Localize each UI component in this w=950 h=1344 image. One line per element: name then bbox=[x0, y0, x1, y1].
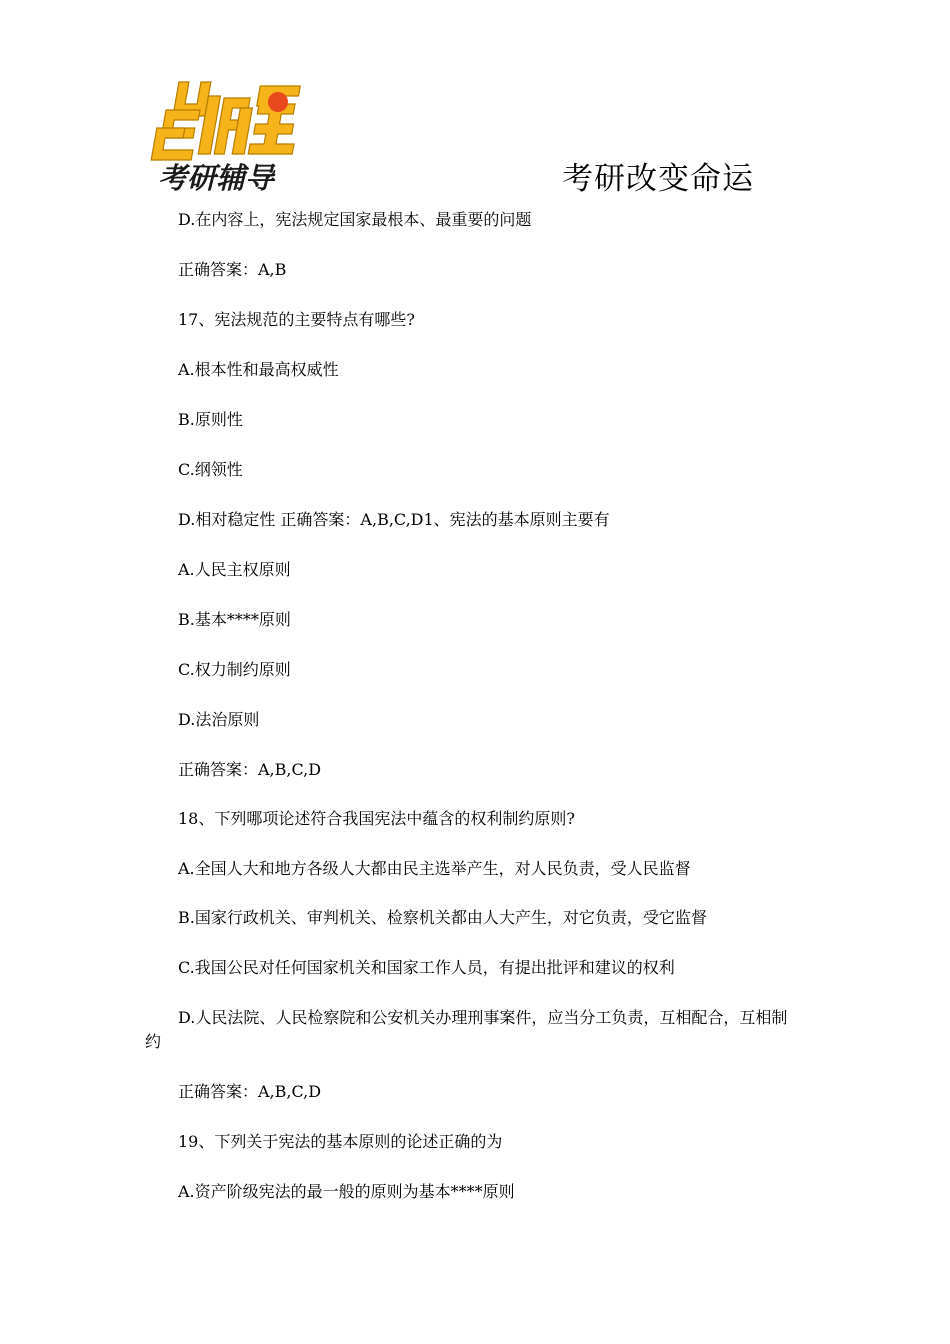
question-line: 18、下列哪项论述符合我国宪法中蕴含的权利制约原则? bbox=[178, 809, 575, 828]
logo-dot bbox=[268, 92, 288, 112]
question-line: 17、宪法规范的主要特点有哪些? bbox=[178, 310, 415, 329]
option-line: C.纲领性 bbox=[178, 460, 243, 479]
slogan: 考研改变命运 bbox=[562, 161, 754, 197]
option-line: D.法治原则 bbox=[178, 710, 260, 729]
kaicheng-logo bbox=[150, 76, 310, 198]
logo-subtitle: 考研辅导 bbox=[158, 161, 275, 195]
answer-line: 正确答案：A,B bbox=[178, 260, 287, 279]
option-line: C.权力制约原则 bbox=[178, 660, 291, 679]
option-line: A.资产阶级宪法的最一般的原则为基本****原则 bbox=[178, 1182, 515, 1201]
option-line: C.我国公民对任何国家机关和国家工作人员，有提出批评和建议的权利 bbox=[178, 958, 675, 977]
option-line: D.相对稳定性 正确答案：A,B,C,D1、宪法的基本原则主要有 bbox=[178, 510, 610, 529]
option-line: A.全国人大和地方各级人大都由民主选举产生，对人民负责，受人民监督 bbox=[178, 859, 691, 878]
question-line: 19、下列关于宪法的基本原则的论述正确的为 bbox=[178, 1132, 503, 1151]
option-line-wrapped-cont: 约 bbox=[145, 1032, 162, 1051]
option-line: B.原则性 bbox=[178, 410, 243, 429]
option-line: A.人民主权原则 bbox=[178, 560, 291, 579]
logo-graphic bbox=[150, 76, 310, 198]
paragraph-line: D.在内容上，宪法规定国家最根本、最重要的问题 bbox=[178, 210, 532, 229]
option-line-wrapped: D.人民法院、人民检察院和公安机关办理刑事案件，应当分工负责，互相配合，互相制 bbox=[178, 1008, 788, 1027]
answer-line: 正确答案：A,B,C,D bbox=[178, 1082, 322, 1101]
option-line: A.根本性和最高权威性 bbox=[178, 360, 339, 379]
option-line: B.基本****原则 bbox=[178, 610, 291, 629]
answer-line: 正确答案：A,B,C,D bbox=[178, 760, 322, 779]
option-line: B.国家行政机关、审判机关、检察机关都由人大产生，对它负责，受它监督 bbox=[178, 908, 707, 927]
